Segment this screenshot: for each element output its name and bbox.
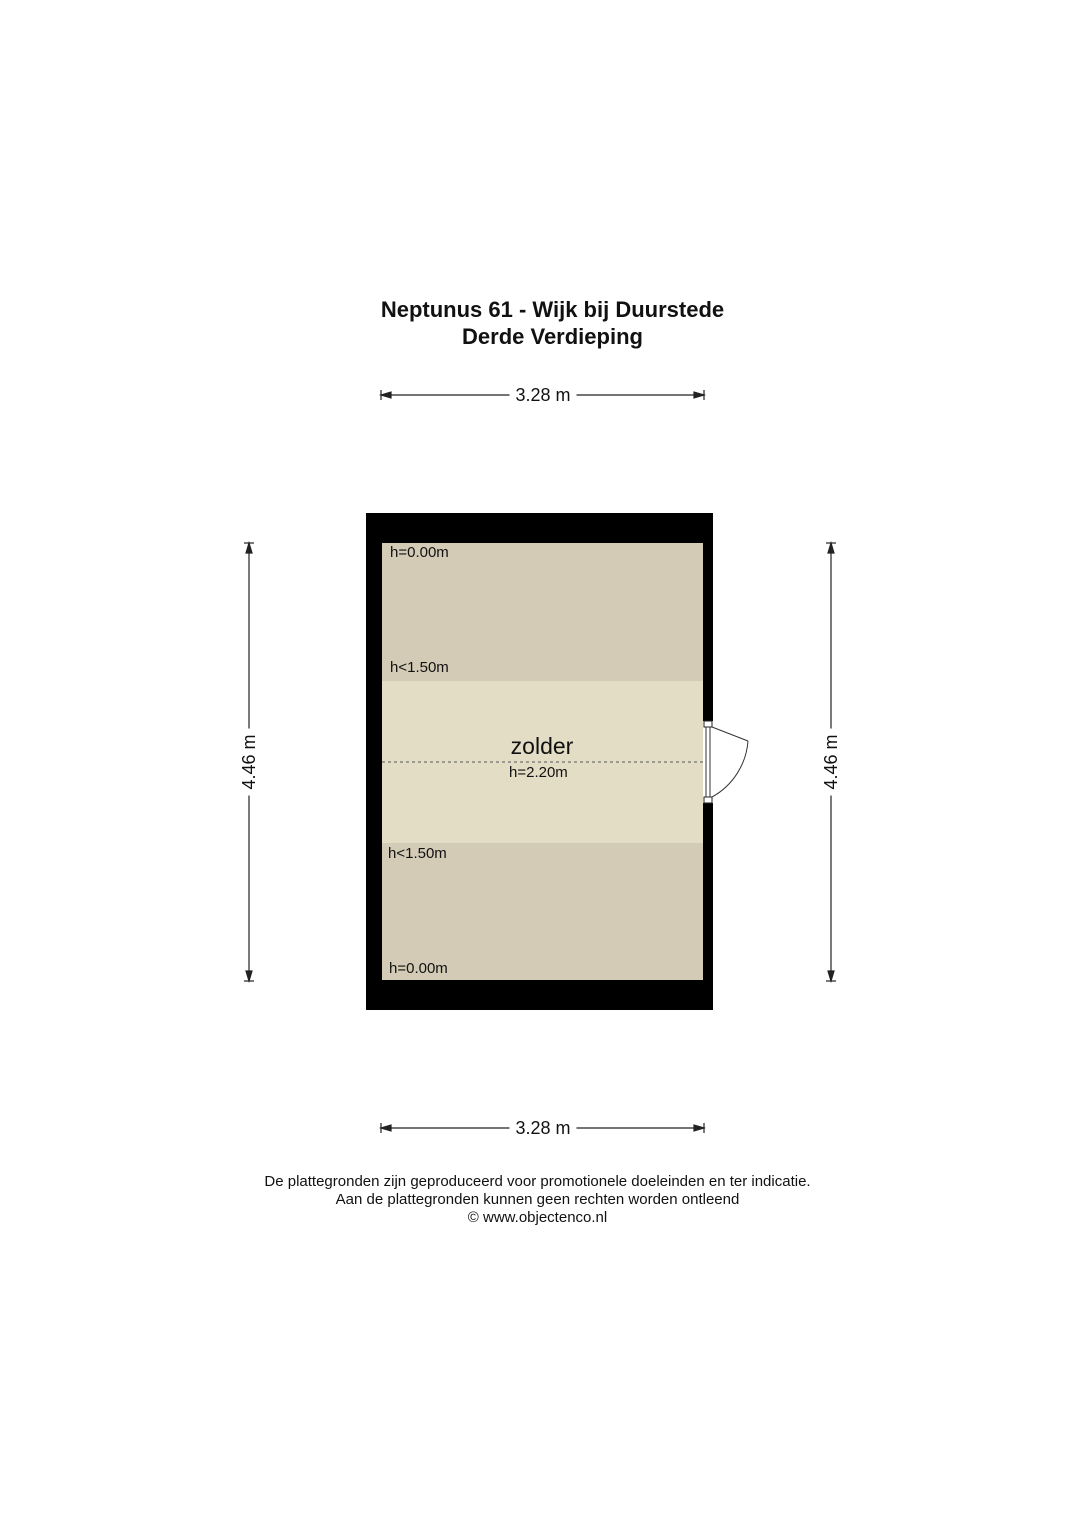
height-label-top-limit: h<1.50m xyxy=(390,659,449,676)
height-label-bottom-edge: h=0.00m xyxy=(389,960,448,977)
left-depth-label: 4.46 m xyxy=(239,728,259,795)
room-name: zolder xyxy=(510,733,574,759)
door-icon xyxy=(703,721,748,803)
height-label-center: h=2.20m xyxy=(509,764,568,781)
right-depth-label: 4.46 m xyxy=(821,728,841,795)
height-label-bottom-limit: h<1.50m xyxy=(388,845,447,862)
copyright-line: © www.objectenco.nl xyxy=(467,1209,608,1226)
top-width-label: 3.28 m xyxy=(509,385,576,405)
bottom-width-label: 3.28 m xyxy=(509,1118,576,1138)
plan-title: Neptunus 61 - Wijk bij Duurstede xyxy=(380,297,725,322)
disclaimer-line-1: De plattegronden zijn geproduceerd voor promotionele doeleinden en ter indicatie. xyxy=(264,1173,811,1190)
floor-name: Derde Verdieping xyxy=(462,324,643,349)
disclaimer-line-2: Aan de plattegronden kunnen geen rechten worden ontleend xyxy=(335,1191,740,1208)
height-label-top-edge: h=0.00m xyxy=(390,544,449,561)
